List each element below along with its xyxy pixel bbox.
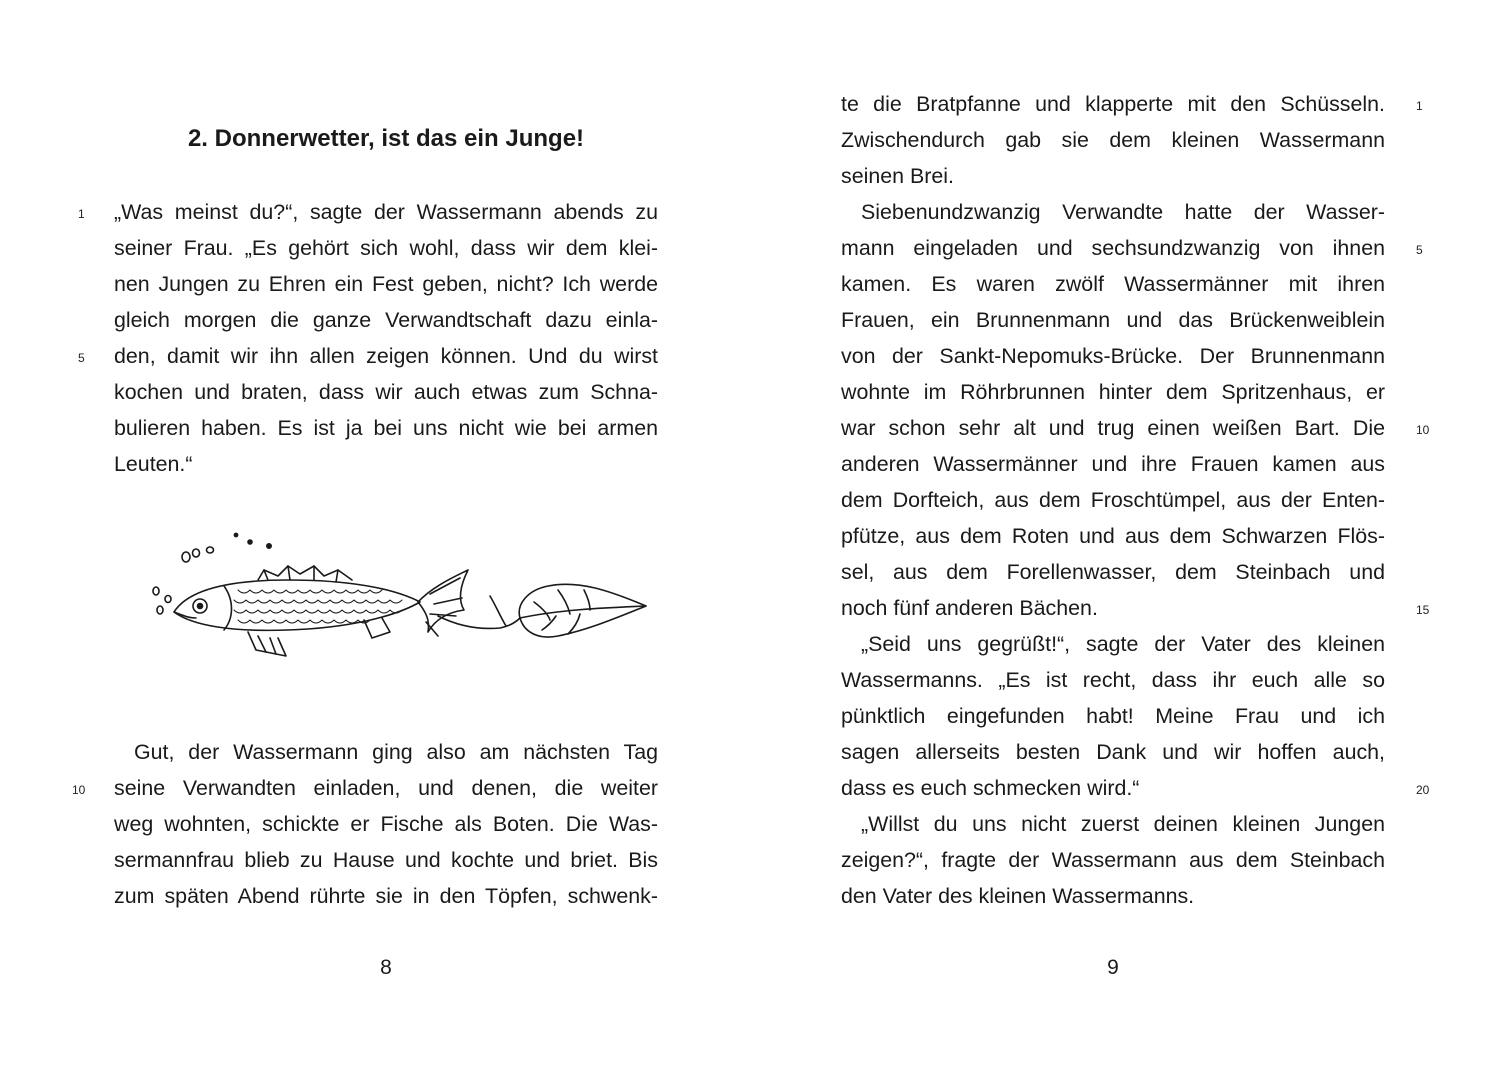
text-line: seiner Frau. „Es gehört sich wohl, dass wir dem klei- [114,236,658,260]
line-number: 10 [72,783,86,797]
text-line: anderen Wassermänner und ihre Frauen kamen aus [841,452,1385,476]
text-line: den Vater des kleinen Wassermanns. [841,884,1195,908]
text-line: den, damit wir ihn allen zeigen können. Und du wirst [114,344,658,368]
text-line: seinen Brei. [841,164,954,188]
line-number: 20 [1416,783,1430,797]
line-number: 15 [1416,603,1430,617]
text-line: kamen. Es waren zwölf Wassermänner mit ihren [841,272,1385,296]
text-line: Wassermanns. „Es ist recht, dass ihr euch alle so [841,668,1385,692]
text-line: sermannfrau blieb zu Hause und kochte und briet. Bis [114,848,658,872]
text-line: nen Jungen zu Ehren ein Fest geben, nicht? Ich werde [114,272,658,296]
right-page [750,0,1500,1067]
text-line: „Seid uns gegrüßt!“, sagte der Vater des kleinen [861,632,1385,656]
text-line: kochen und braten, dass wir auch etwas zum Schna- [114,380,658,404]
text-line: von der Sankt-Nepomuks-Brücke. Der Brunnenmann [841,344,1385,368]
line-number: 5 [78,351,85,365]
leaf-icon [519,584,646,637]
text-line: Gut, der Wassermann ging also am nächsten Tag [134,740,658,764]
line-number: 10 [1416,423,1430,437]
text-line: seine Verwandten einladen, und denen, die weiter [114,776,658,800]
text-line: war schon sehr alt und trug einen weißen Bart. Die [841,416,1385,440]
text-line: pünktlich eingefunden habt! Meine Frau und ich [841,704,1385,728]
text-line: sagen allerseits besten Dank und wir hoffen auch, [841,740,1385,764]
text-line: Zwischendurch gab sie dem kleinen Wassermann [841,128,1385,152]
bubble-icon [182,552,190,562]
text-line: zeigen?“, fragte der Wassermann aus dem Steinbach [841,848,1385,872]
fish-illustration [138,520,658,670]
text-line: pfütze, aus dem Roten und aus dem Schwarzen Flös- [841,524,1385,548]
page-number: 8 [380,956,392,979]
text-line: sel, aus dem Forellenwasser, dem Steinbach und [841,560,1385,584]
text-line: te die Bratpfanne und klapperte mit den Schüsseln. [841,92,1385,116]
line-number: 5 [1416,243,1423,257]
text-line: noch fünf anderen Bächen. [841,596,1098,620]
text-line: weg wohnten, schickte er Fische als Boten. Die Was- [114,812,658,836]
text-line: bulieren haben. Es ist ja bei uns nicht wie bei armen [114,416,658,440]
text-line: wohnte im Röhrbrunnen hinter dem Spritzenhaus, er [841,380,1385,404]
text-line: „Willst du uns nicht zuerst deinen kleinen Jungen [861,812,1385,836]
text-line: gleich morgen die ganze Verwandtschaft dazu einla- [114,308,658,332]
text-line: dem Dorfteich, aus dem Froschtümpel, aus der Enten- [841,488,1385,512]
text-line: mann eingeladen und sechsundzwanzig von ihnen [841,236,1385,260]
text-line: Siebenundzwanzig Verwandte hatte der Wasser- [861,200,1385,224]
text-line: Leuten.“ [114,452,193,476]
text-line: „Was meinst du?“, sagte der Wassermann abends zu [114,200,658,224]
page-number: 9 [1107,956,1119,979]
text-line: zum späten Abend rührte sie in den Töpfen, schwenk- [114,884,658,908]
line-number: 1 [78,207,85,221]
text-line: Frauen, ein Brunnenmann und das Brückenweiblein [841,308,1385,332]
line-number: 1 [1416,99,1423,113]
chapter-title: 2. Donnerwetter, ist das ein Junge! [187,125,585,152]
text-line: dass es euch schmecken wird.“ [841,776,1140,800]
